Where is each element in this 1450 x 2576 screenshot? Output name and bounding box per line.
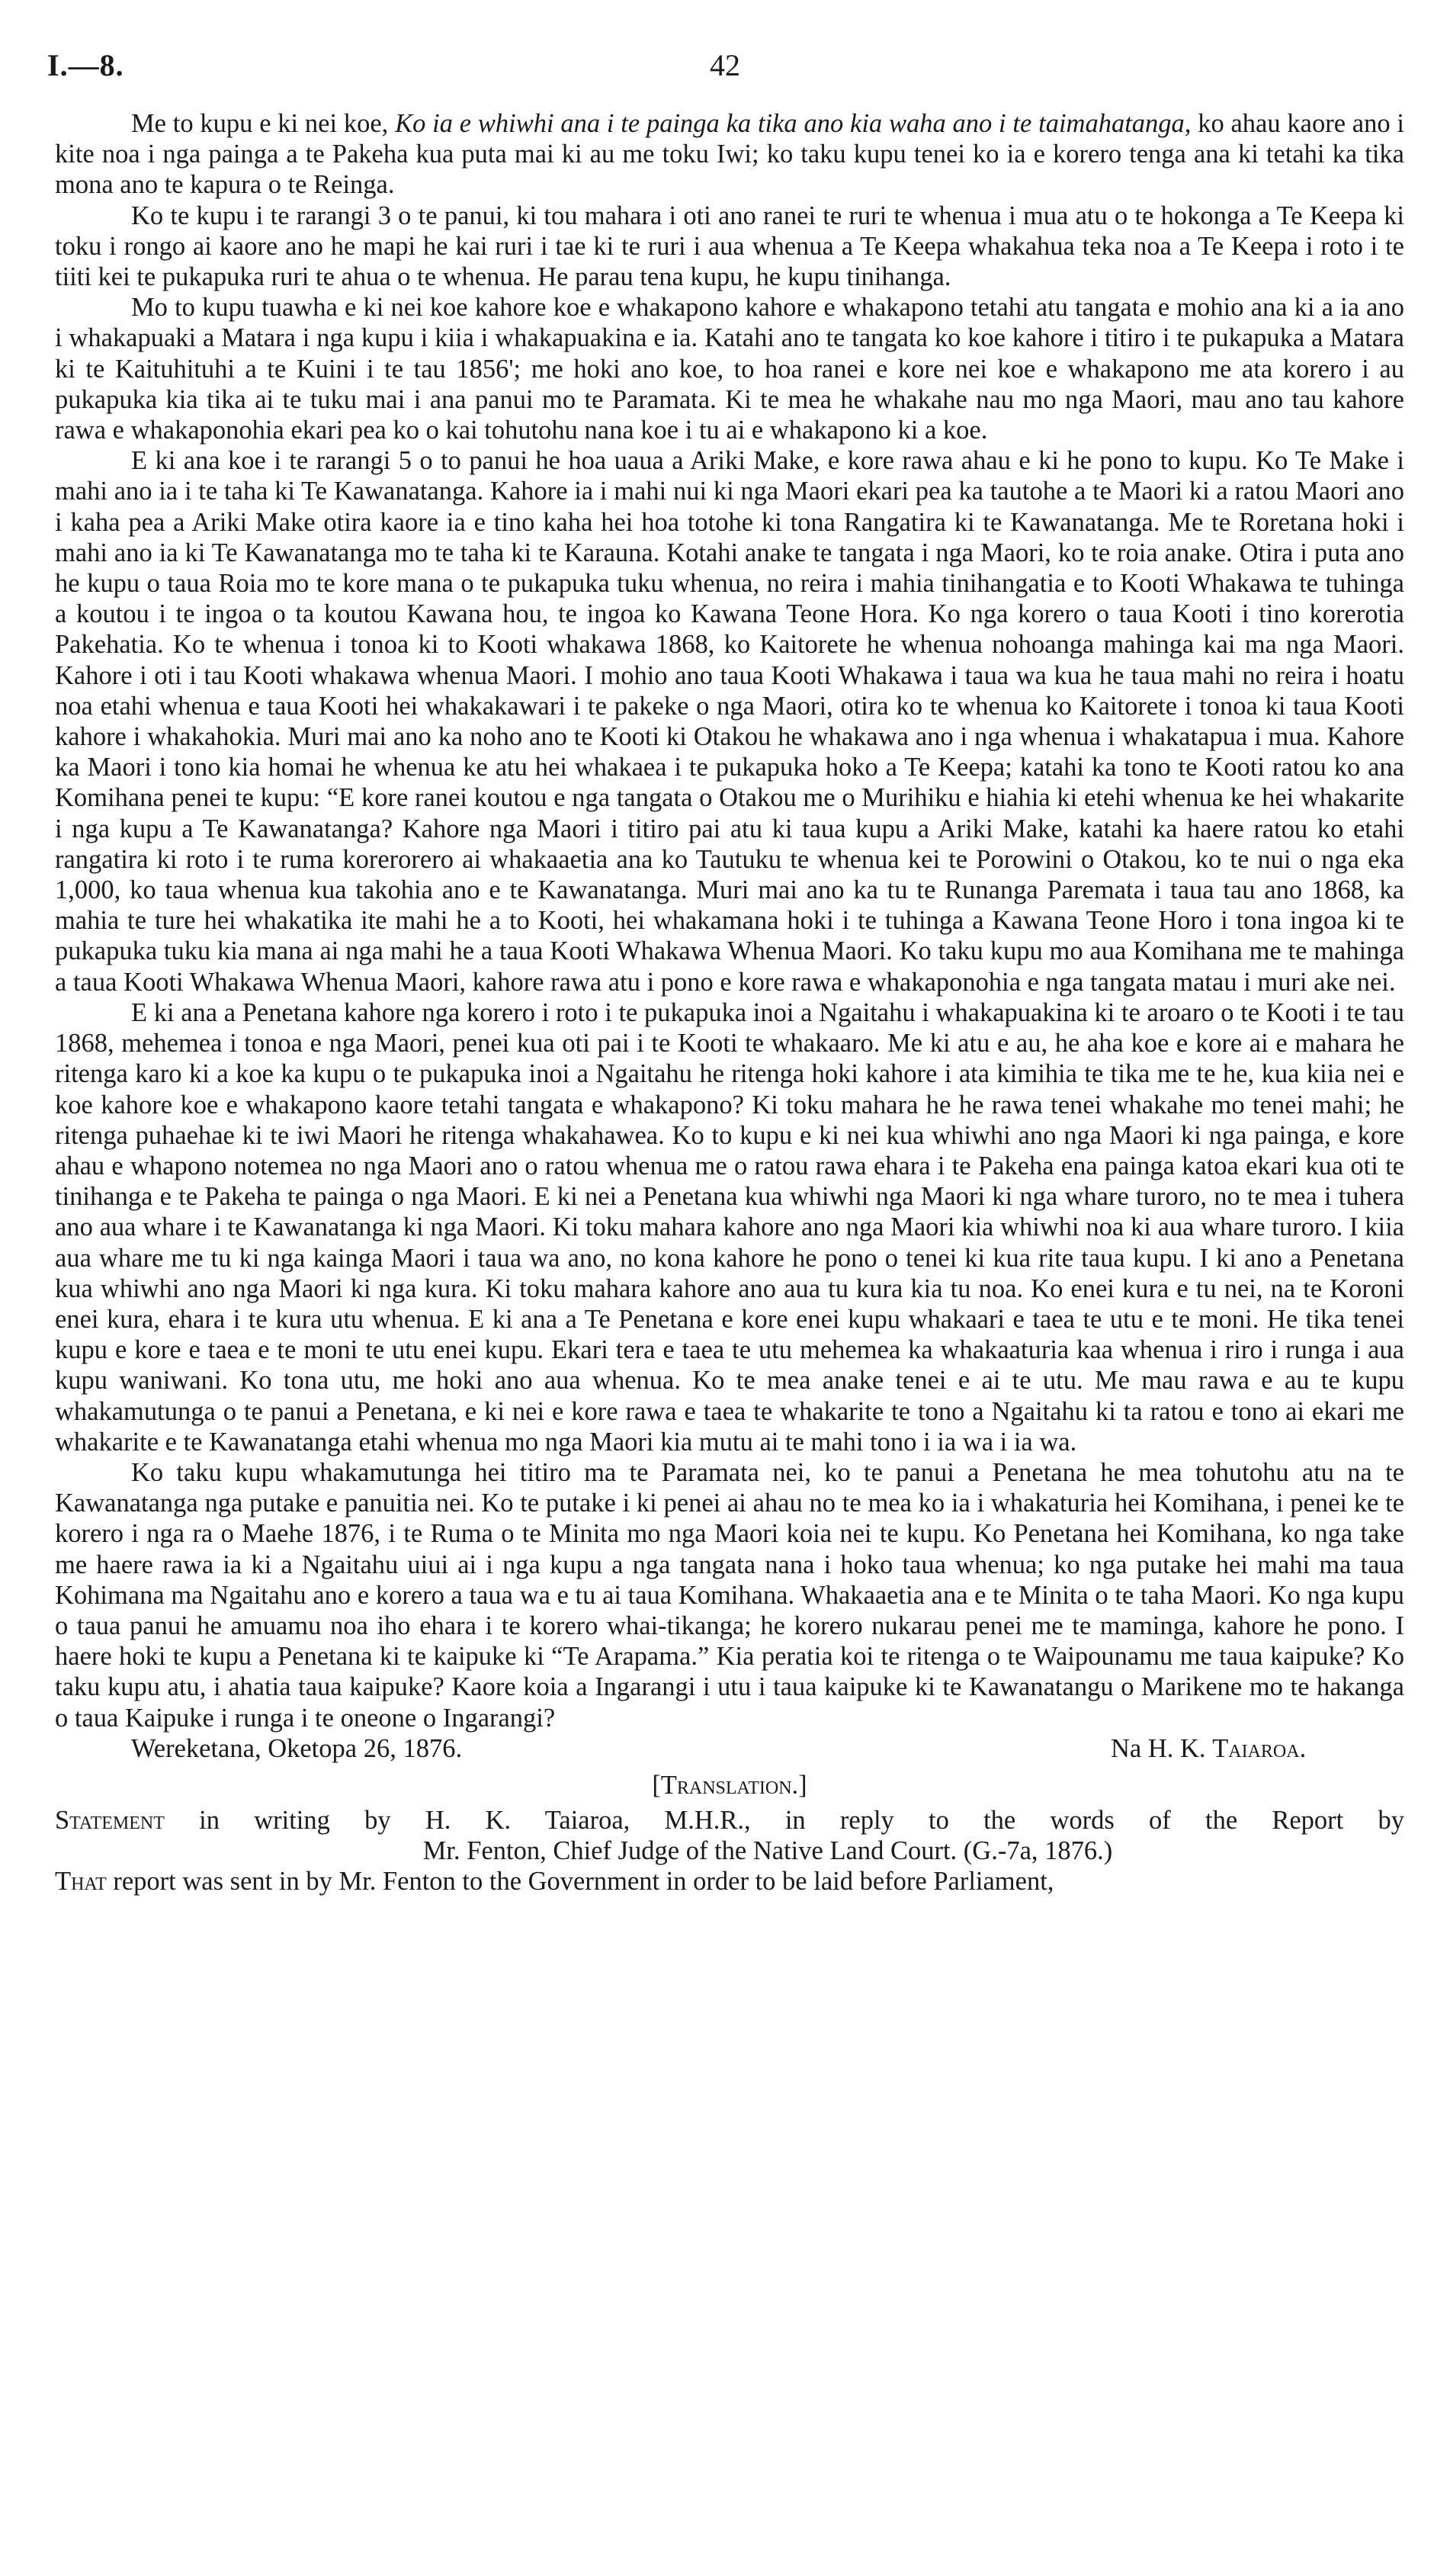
paragraph-1-quote: Ko ia e whiwhi ana i te painga ka tika ano kia waha ano i te taimahatanga, xyxy=(395,109,1192,138)
paragraph-1-rest: ko ahau kaore ano i kite noa i nga painga a te Pakeha kua puta mai ki au me toku Iwi; ko taku kupu tenei ko ia e korero tenga ana ki tetahi ka tika mona ano te kapura o te Reinga. xyxy=(55,109,1404,200)
signoff xyxy=(55,1733,1404,1764)
paragraph-2: Ko te kupu i te rarangi 3 o te panui, ki tou mahara i oti ano ranei te ruri te whenua i mua atu o te hokonga a Te Keepa ki toku i rongo ai kaore ano he mapi he kai ruri i tae ki te ruri i aua whenua a Te Keepa whakahua teka noa a Te Keepa i roto i te tiiti kei te pukapuka ruri te ahua o te whenua. He parau tena kupu, he kupu tinihanga. xyxy=(55,201,1404,292)
final-lead: That xyxy=(55,1866,107,1896)
page-reference: I.—8. xyxy=(47,48,124,82)
paragraph-6: Ko taku kupu whakamutunga hei titiro ma te Paramata nei, ko te panui a Penetana he mea tohutohu atu na te Kawanatanga nga putake e panuitia nei. Ko te putake i ki penei ai ahau no te mea ko ia i whakaturia hei Komihana, i penei ke te korero i nga ra o Maehe 1876, i te Ruma o te Minita mo nga Maori koia nei te kupu. Ko Penetana hei Komihana, ko nga take me haere rawa ia ki a Ngaitahu uiui ai i nga kupu a nga tangata nana i hoko taua whenua; ko nga putake hei mahi ma taua Kohimana ma Ngaitahu ano e korero a taua wa e tu ai taua Komihana. Whakaaetia ana e te Minita o te taha Maori. Ko nga kupu o taua panui he amuamu noa iho ehara i te korero whai-tikanga; he korero nukarau penei me te maminga, kahore he pono. I haere hoki te kupu a Penetana ki te kaipuke ki “Te Arapama.” Kia peratia koi te ritenga o te Waipounamu me taua kaipuke? Ko taku kupu atu, i ahatia taua kaipuke? Kaore koia a Ingarangi i utu i taua kaipuke ki te Kawanatangu o Marikene mo te hakanga o taua Kaipuke i runga i te oneone o Ingarangi? xyxy=(55,1457,1404,1733)
statement-text-1: in writing by H. K. Taiaroa, M.H.R., in reply to the words of the Report by xyxy=(164,1805,1404,1835)
page-number: 42 xyxy=(710,48,740,82)
page-header xyxy=(47,47,1403,93)
final-paragraph xyxy=(55,1866,1404,1897)
paragraph-5: E ki ana a Penetana kahore nga korero i roto i te pukapuka inoi a Ngaitahu i whakapuakina ki te aroaro o te Kooti i te tau 1868, mehemea i tonoa e nga Maori, penei kua oti pai i te Kooti te whakaaro. Me ki atu e au, he aha koe e kore ai e mahara he ritenga karo ki a koe ka kupu o te pukapuka inoi a Ngaitahu he ritenga hoki kahore i ata kimihia te tika me te he, kua kiia nei e koe kahore koe e whakapono kaore tetahi tangata e whakapono? Ki toku mahara he he rawa tenei whakahe mo tenei mahi; he ritenga puhaehae ki te iwi Maori he ritenga whakahawea. Ko to kupu e ki nei kua whiwhi ano nga Maori ki nga painga, e kore ahau e whapono notemea no nga Maori ano o ratou whenua me o ratou rawa ehara i te Pakeha ena painga katoa ekari kua oti te tinihanga e te Pakeha te painga o nga Maori. E ki nei a Penetana kua whiwhi nga Maori ki nga whare turoro, no te mea i tuhera ano aua whare i te Kawanatanga ki nga Maori. Ki toku mahara kahore ano nga Maori kia whiwhi noa ki aua whare turoro. I kiia aua whare me tu ki nga kainga Maori i taua wa ano, no kona kahore he pono o tenei ki kua rite taua kupu. I ki ano a Penetana kua whiwhi ano nga Maori ki nga kura. Ki toku mahara kahore ano aua tu kura kia tu noa. Ko enei kura e tu nei, na te Koroni enei kura, ehara i te kura utu whenua. E ki ana a Te Penetana e kore enei kupu whakaari e taea te utu e te moni. He tika tenei kupu e kore e taea e te moni te utu enei kupu. Ekari tera e taea te utu mehemea ka whakaaturia kaa whenua i riro i runga i aua kupu waniwani. Ko tona utu, me hoki ano aua whenua. Ko te mea anake tenei e ai te utu. Me mau rawa e au te kupu whakamutunga o te panui a Penetana, e ki nei e kore rawa e taea te whakarite te tono a Ngaitahu ki ta ratou e tono ai ekari me whakarite e te Kawanatanga etahi whenua mo nga Maori kia mutu ai te mahi tono i ia wa i ia wa. xyxy=(55,997,1404,1457)
paragraph-1-lead: Me to kupu e ki nei koe, xyxy=(131,109,396,138)
statement-line-2: Mr. Fenton, Chief Judge of the Native Land Court. (G.-7a, 1876.) xyxy=(422,1836,1113,1865)
place-date: Wereketana, Oketopa 26, 1876. xyxy=(131,1733,463,1763)
statement-line-1 xyxy=(55,1805,1404,1836)
statement-label: Statement xyxy=(55,1805,165,1835)
paragraph-1 xyxy=(55,108,1404,201)
body-text xyxy=(55,108,1404,1897)
signature xyxy=(1111,1733,1306,1764)
translation-heading: [Translation.] xyxy=(652,1770,807,1800)
signature-name: Taiaroa. xyxy=(1212,1733,1307,1763)
paragraph-4: E ki ana koe i te rarangi 5 o to panui he hoa uaua a Ariki Make, e kore rawa ahau e ki he pono to kupu. Ko Te Make i mahi ano ia i te taha ki Te Kawanatanga. Kahore ia i mahi nui ki nga Maori ekari pea ka tautohe a te Maori ki a ratou Maori ano i kaha pea a Ariki Make otira kaore ia e tino kaha hei hoa totohe ki tona Rangatira ki te Kawanatanga. Me te Roretana hoki i mahi ano ia ki Te Kawanatanga mo te taha ki te Karauna. Kotahi anake te tangata i nga Maori, ko te roia anake. Otira i puta ano he kupu o taua Roia mo te kore mana o te pukapuka tuku whenua, no reira i mahia tinihangatia e to Kooti Whakawa te tuhinga a koutou i te ingoa o ta koutou Kawana hou, te ingoa ko Kawana Teone Hora. Ko nga korero o taua Kooti i tino korerotia Pakehatia. Ko te whenua i tonoa ki to Kooti whakawa 1868, ko Kaitorete he whenua nohoanga mahinga kai ma nga Maori. Kahore i oti i tau Kooti whakawa whenua Maori. I mohio ano taua Kooti Whakawa i taua wa kua he taua mahi no reira i hoatu noa etahi whenua e taua Kooti hei whakakawari i te pakeke o nga Maori, otira ko te whenua ko Kaitorete i tonoa ki taua Kooti kahore i whakahokia. Muri mai ano ka noho ano te Kooti ki Otakou he whakawa ano i nga whenua i whakatapua i mua. Kahore ka Maori i tono kia homai he whenua ke atu hei whakaea i te pukapuka hoko a Te Keepa; katahi ka tono te Kooti ratou ko ana Komihana penei te kupu: “E kore ranei koutou e nga tangata o Otakou me o Murihiku e hiahia ki etehi whenua ke hei whakarite i nga kupu a Te Kawanatanga? Kahore nga Maori i titiro pai atu ki taua kupu a Ariki Make, katahi ka haere ratou ko etahi rangatira ki roto i te ruma korerorero ai whakaaetia ana ko Tautuku te whenua kei te Porowini o Otakou, ko te nui o nga eka 1,000, ko taua whenua kua takohia ano e te Kawanatanga. Muri mai ano ka tu te Runanga Paremata i taua tau ano 1868, ka mahia te ture hei whakatika ite mahi he a to Kooti, hei whakamana hoki i te tuhinga a Kawana Teone Horo i tona ingoa ki te pukapuka tuku kia mana ai nga mahi he a taua Kooti Whakawa Whenua Maori. Ko taku kupu mo aua Komihana me te mahinga a taua Kooti Whakawa Whenua Maori, kahore rawa atu i pono e kore rawa e whakaponohia e nga tangata matau i muri ake nei. xyxy=(55,446,1404,997)
signature-prefix: Na H. K. xyxy=(1111,1733,1213,1763)
paragraph-3: Mo to kupu tuawha e ki nei koe kahore koe e whakapono kahore e whakapono tetahi atu tangata e mohio ana ki a ia ano i whakapuaki a Matara i nga kupu i kiia i whakapuakina e ia. Katahi ano te tangata ko koe kahore i titiro i te pukapuka a Matara ki te Kaituhituhi a te Kuini i te tau 1856'; me hoki ano koe, to hoa ranei e kore nei koe e whakapono me ata korero i au pukapuka kia tika ai te tuku mai i ana panui mo te Paramata. Ki te mea he whakahe nau mo nga Maori, mau ano tau kahore rawa e whakaponohia ekari pea ko o kai tohutohu nana koe i tu ai e whakapono ki a koe. xyxy=(55,293,1404,445)
statement-heading xyxy=(55,1805,1404,1866)
final-text: report was sent in by Mr. Fenton to the Government in order to be laid before Parliament, xyxy=(106,1866,1054,1896)
